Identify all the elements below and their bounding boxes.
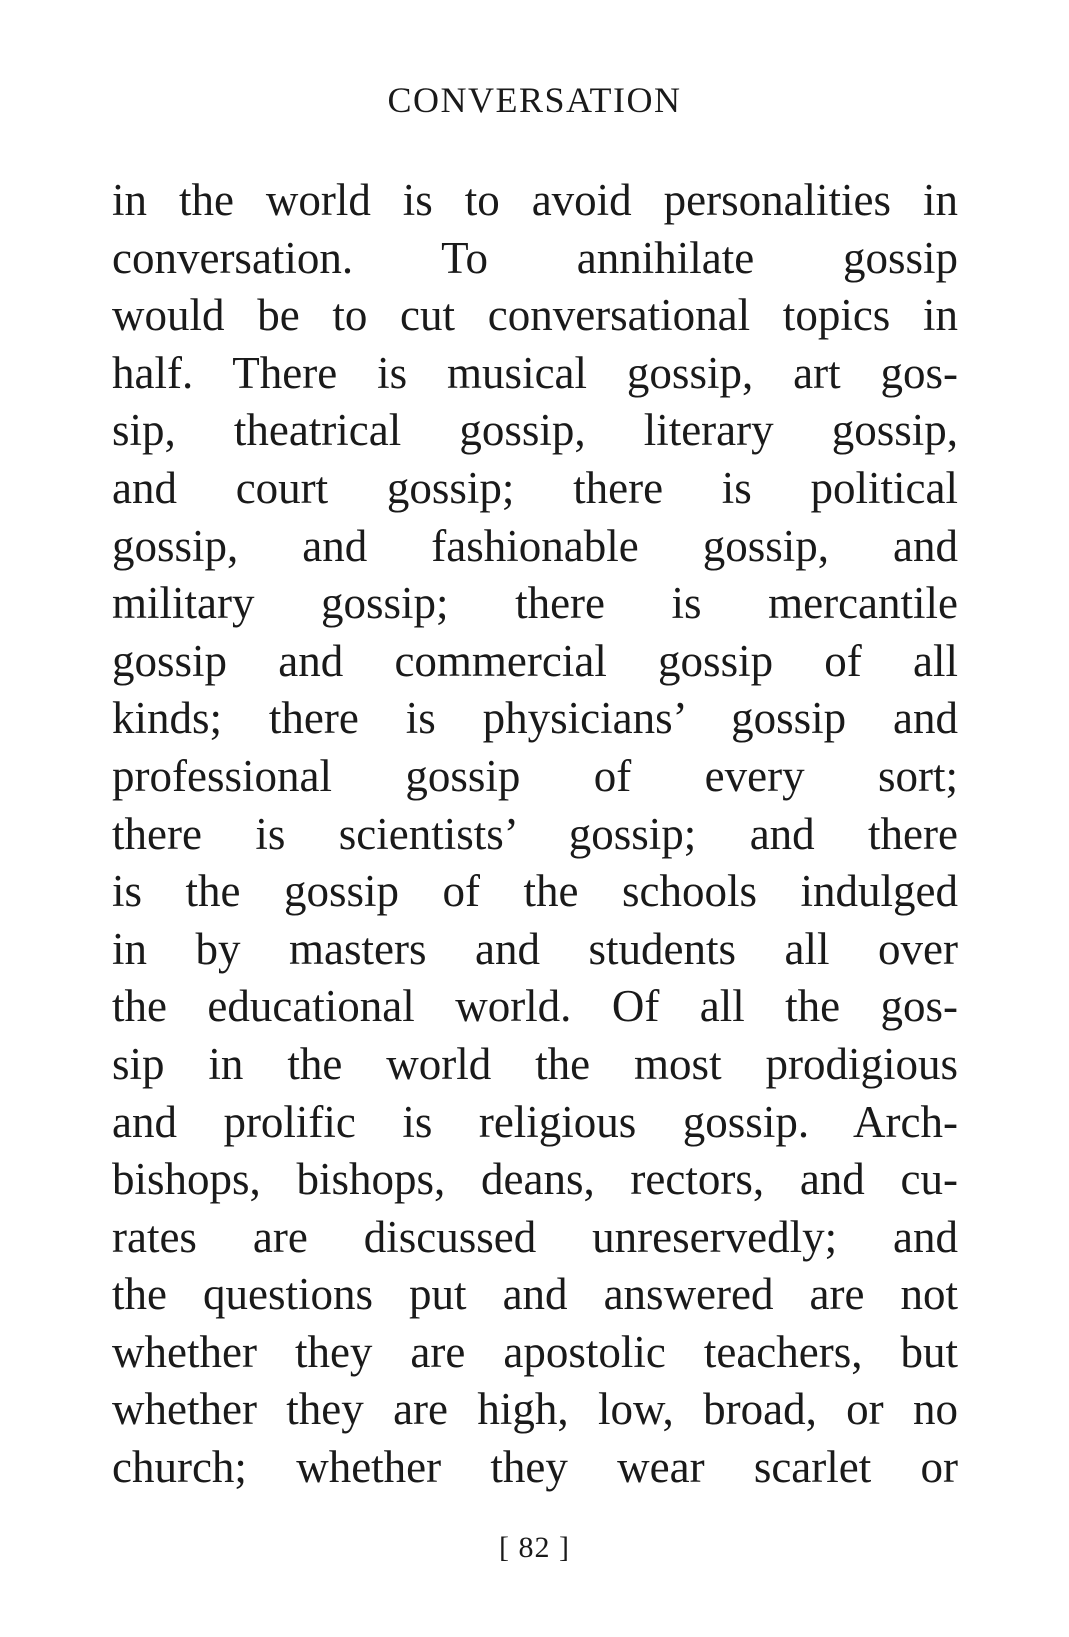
text-line: military gossip; there is mercantile [112,578,958,629]
text-line: and prolific is religious gossip. Arch- [112,1096,958,1147]
text-line: there is scientists’ gossip; and there [112,808,958,859]
text-line: gossip, and fashionable gossip, and [112,520,958,571]
body-text [112,172,958,1497]
text-line: sip in the world the most prodigious [112,1038,958,1089]
text-line: sip, theatrical gossip, literary gossip, [112,405,958,456]
text-line: the educational world. Of all the gos- [112,981,958,1032]
text-line: church; whether they wear scarlet or [112,1442,958,1493]
text-line: in the world is to avoid personalities in [112,175,958,225]
text-line: would be to cut conversational topics in [112,290,958,341]
text-line: is the gossip of the schools indulged [112,866,958,917]
text-line: gossip and commercial gossip of all [112,635,958,686]
text-line: and court gossip; there is political [112,462,958,513]
text-line: whether they are high, low, broad, or no [112,1384,958,1435]
page-number: [ 82 ] [499,1531,570,1564]
text-line: bishops, bishops, deans, rectors, and cu- [112,1154,958,1205]
text-line: professional gossip of every sort; [112,750,958,801]
text-line: the questions put and answered are not [112,1269,958,1320]
text-line: half. There is musical gossip, art gos- [112,347,958,398]
text-line: rates are discussed unreservedly; and [112,1211,958,1262]
text-line: whether they are apostolic teachers, but [112,1326,958,1377]
text-line: in by masters and students all over [112,923,958,974]
text-line: kinds; there is physicians’ gossip and [112,693,958,744]
running-head: CONVERSATION [387,80,682,120]
text-line: conversation. To annihilate gossip [112,232,958,283]
